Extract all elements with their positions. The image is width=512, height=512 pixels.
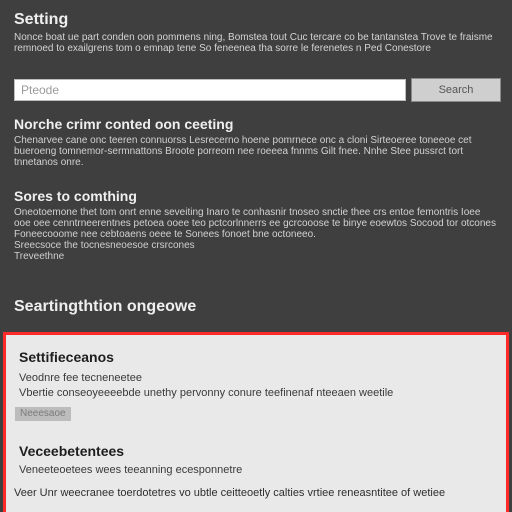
panel-subtitle: Veodnre fee tecneneetee <box>19 372 142 384</box>
panel-tag-button[interactable]: Neeesaoe <box>15 407 71 421</box>
search-input[interactable] <box>14 79 406 101</box>
panel-title-2: Veceebetentees <box>19 443 125 459</box>
section-notice <box>14 116 498 168</box>
section-scores <box>14 188 498 262</box>
page-title: Setting <box>14 11 69 28</box>
search-button[interactable]: Search <box>411 78 501 102</box>
highlighted-settings-panel <box>3 332 509 512</box>
section-scores-body: Oneotoemone thet tom onrt enne seveiting Inaro te conhasnir tnoseo snctie thee crs entoe femontris Ioee ooe oee cenntrneerentnes petoea ooee teo pctcorlnnerrs ee gcrcooose te binye eoewtos Socood tor otcones Foneecooome nee cebtoaens oeee te Sonees fonoet bne octoneeo. <box>14 207 496 240</box>
panel-heading: Seartingthtion ongeowe <box>14 298 197 315</box>
section-notice-title: Norche crimr conted oon ceeting <box>14 116 234 132</box>
page-intro-text: Nonce boat ue part conden oon pommens ning, Bomstea tout Cuc tercare co be tantanstea Trove te fraisme remnoed to exailgrens tom o emnap tene So feneenea tha sorre le ferenetes n Ped Conestore <box>14 32 493 54</box>
section-scores-note: Sreecsoce the tocnesneoesoe crsrcones <box>14 240 195 251</box>
section-scores-title: Sores to comthing <box>14 188 137 204</box>
section-notice-body: Chenarvee cane onc teeren connuorss Lesrecerno hoene pomrnece onc a cloni Sirteoeree toneeoe cet bueroeng tomnemor-sermnattons Broote porreom nee roeeea fnnms Gilt fnee. Nnhe Stee pussrct tort tnnetanos onre. <box>14 135 472 168</box>
panel-footer-text: Veer Unr weecranee toerdotetres vo ubtle ceitteoetly calties vrtiee reneasntitee of wetiee <box>14 487 446 499</box>
panel-title: Settifieceanos <box>19 349 114 365</box>
section-scores-note-2: Treveethne <box>14 251 65 262</box>
panel-description: Vbertie conseoyeeeebde unethy pervonny conure teefinenaf nteeaen weetile <box>19 387 394 399</box>
panel-subtitle-2: Veneeteoetees wees teeanning ecesponnetre <box>19 464 243 476</box>
